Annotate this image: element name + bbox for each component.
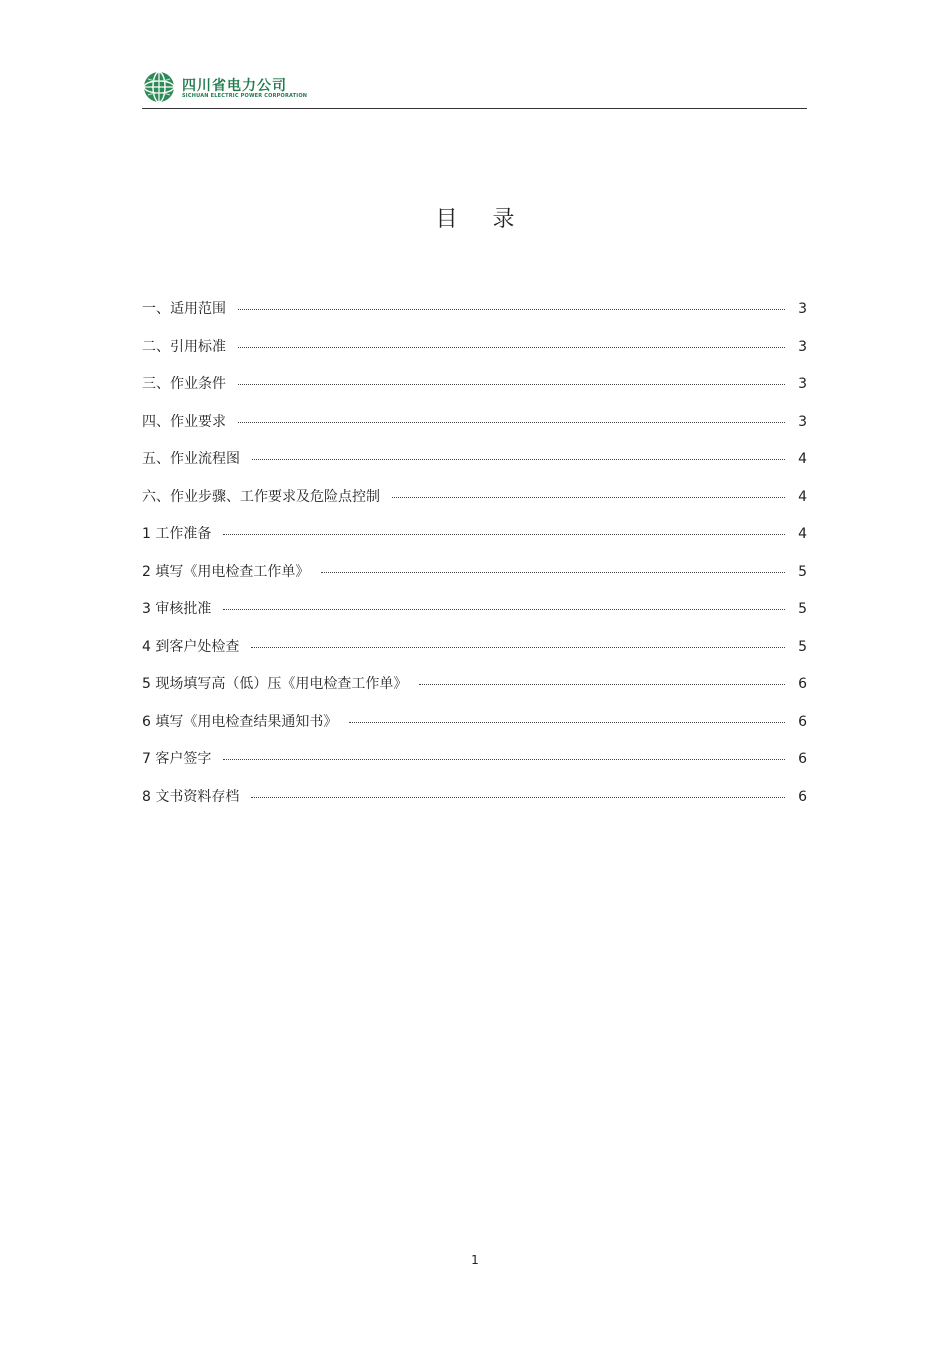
- toc-dot-leader: [251, 647, 785, 648]
- toc-entry[interactable]: [142, 787, 807, 825]
- toc-entry[interactable]: [142, 487, 807, 525]
- toc-entry-label: 7 客户签字: [142, 751, 212, 767]
- toc-entry[interactable]: [142, 712, 807, 750]
- toc-entry-page: 6: [798, 751, 807, 767]
- toc-entry[interactable]: [142, 749, 807, 787]
- toc-dot-leader: [238, 384, 785, 385]
- company-name-en: SICHUAN ELECTRIC POWER CORPORATION: [182, 93, 308, 99]
- toc-entry[interactable]: [142, 374, 807, 412]
- toc-dot-leader: [419, 684, 785, 685]
- toc-entry-label: 1 工作准备: [142, 526, 212, 542]
- toc-entry[interactable]: [142, 599, 807, 637]
- toc-dot-leader: [238, 422, 785, 423]
- toc-dot-leader: [238, 347, 785, 348]
- toc-entry-label: 5 现场填写高（低）压《用电检查工作单》: [142, 676, 408, 692]
- toc-entry-label: 4 到客户处检查: [142, 638, 240, 655]
- toc-entry[interactable]: [142, 674, 807, 712]
- toc-dot-leader: [349, 722, 785, 723]
- toc-entry-page: 6: [798, 713, 807, 730]
- toc-entry-label: 8 文书资料存档: [142, 788, 240, 805]
- toc-entry-label: 3 审核批准: [142, 601, 212, 617]
- toc-entry[interactable]: [142, 337, 807, 375]
- toc-dot-leader: [252, 459, 785, 460]
- toc-entry-page: 4: [798, 488, 807, 505]
- globe-logo-icon: [142, 70, 176, 104]
- toc-entry[interactable]: [142, 637, 807, 675]
- toc-entry[interactable]: [142, 524, 807, 562]
- toc-entry-page: 4: [798, 526, 807, 542]
- toc-dot-leader: [251, 797, 785, 798]
- toc-entry-label: 二、引用标准: [142, 338, 226, 355]
- table-of-contents: [142, 299, 807, 824]
- toc-dot-leader: [238, 309, 785, 310]
- company-name-cn: 四川省电力公司: [182, 78, 287, 94]
- toc-entry[interactable]: [142, 562, 807, 600]
- toc-entry-label: 六、作业步骤、工作要求及危险点控制: [142, 488, 380, 505]
- toc-entry-page: 5: [798, 601, 807, 617]
- toc-entry-label: 三、作业条件: [142, 376, 226, 392]
- page-number: 1: [471, 1253, 479, 1267]
- toc-entry[interactable]: [142, 412, 807, 450]
- toc-dot-leader: [223, 759, 785, 760]
- toc-entry-label: 四、作业要求: [142, 413, 226, 430]
- toc-entry[interactable]: [142, 449, 807, 487]
- toc-entry-label: 五、作业流程图: [142, 451, 240, 467]
- toc-entry-page: 3: [798, 376, 807, 392]
- toc-dot-leader: [321, 572, 785, 573]
- toc-entry-page: 5: [798, 638, 807, 655]
- toc-entry-page: 6: [798, 676, 807, 692]
- toc-entry-label: 6 填写《用电检查结果通知书》: [142, 713, 338, 730]
- toc-dot-leader: [223, 609, 785, 610]
- toc-entry[interactable]: [142, 299, 807, 337]
- toc-dot-leader: [392, 497, 785, 498]
- page-header: [142, 68, 807, 109]
- toc-entry-label: 2 填写《用电检查工作单》: [142, 563, 310, 580]
- toc-title: 目 录: [435, 207, 529, 232]
- toc-entry-label: 一、适用范围: [142, 301, 226, 317]
- toc-dot-leader: [223, 534, 785, 535]
- toc-entry-page: 6: [798, 788, 807, 805]
- toc-entry-page: 4: [798, 451, 807, 467]
- toc-entry-page: 5: [798, 563, 807, 580]
- toc-entry-page: 3: [798, 338, 807, 355]
- toc-entry-page: 3: [798, 413, 807, 430]
- toc-entry-page: 3: [798, 301, 807, 317]
